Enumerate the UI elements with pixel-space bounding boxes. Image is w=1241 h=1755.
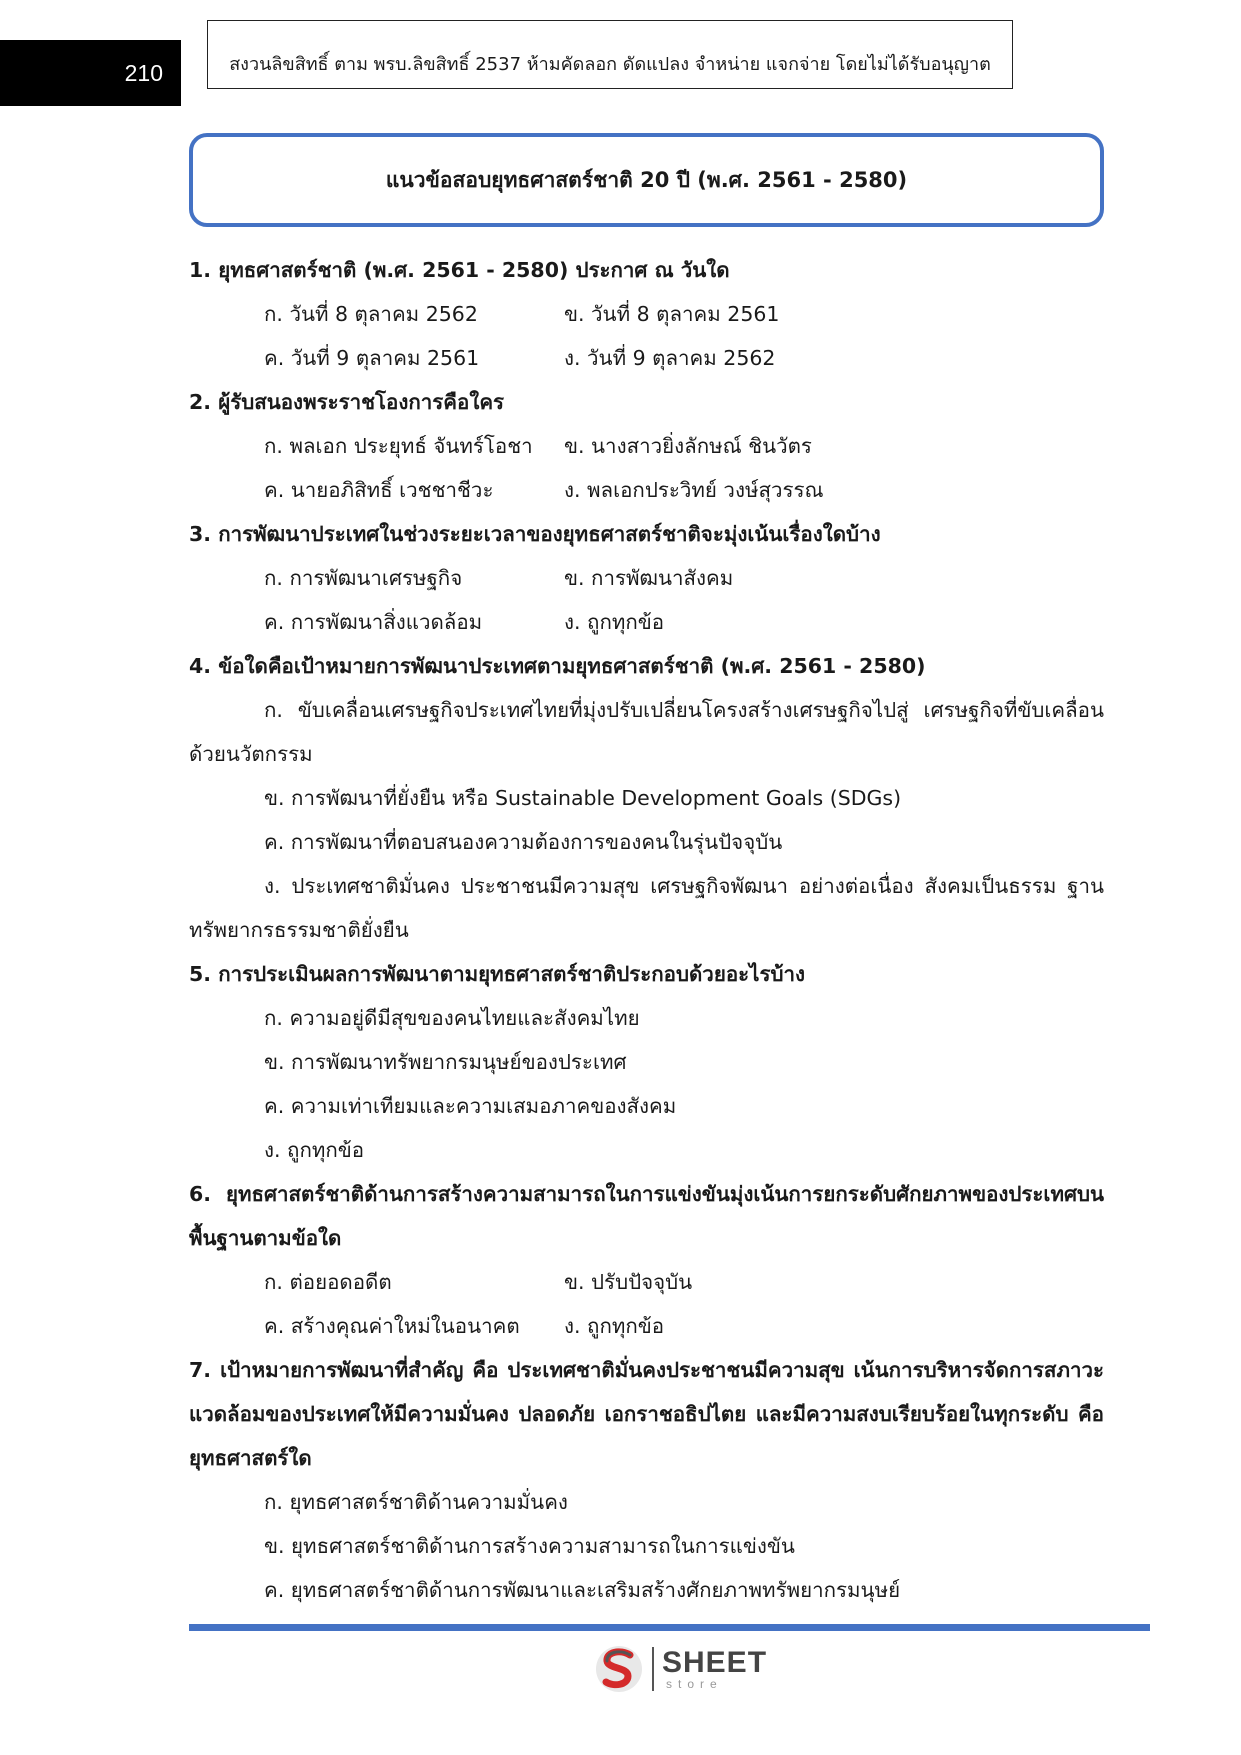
option-6b: ข. ปรับปัจจุบัน: [564, 1270, 693, 1294]
option-5d: ง. ถูกทุกข้อ: [264, 1138, 365, 1162]
question-7: 7. เป้าหมายการพัฒนาที่สำคัญ คือ ประเทศชาติมั่นคงประชาชนมีความสุข เน้นการบริหารจัดการสภาวะแวดล้อมของประเทศให้มีความมั่นคง ปลอดภัย เอกราชอธิปไตย และมีความสงบเรียบร้อยในทุกระดับ คือยุทธศาสตร์ใด: [189, 1358, 1104, 1470]
option-2c: ค. นายอภิสิทธิ์ เวชชาชีวะ: [264, 478, 494, 502]
question-3: 3. การพัฒนาประเทศในช่วงระยะเวลาของยุทธศาสตร์ชาติจะมุ่งเน้นเรื่องใดบ้าง: [189, 522, 881, 546]
option-7b: ข. ยุทธศาสตร์ชาติด้านการสร้างความสามารถในการแข่งขัน: [264, 1534, 795, 1558]
question-1: 1. ยุทธศาสตร์ชาติ (พ.ศ. 2561 - 2580) ประกาศ ณ วันใด: [189, 258, 730, 282]
sheet-store-logo: [594, 1641, 767, 1697]
question-list: [189, 248, 1104, 1612]
option-6c: ค. สร้างคุณค่าใหม่ในอนาคต: [264, 1314, 520, 1338]
options-row: [189, 424, 1104, 468]
option-4b: ข. การพัฒนาที่ยั่งยืน หรือ Sustainable Development Goals (SDGs): [264, 786, 902, 810]
option-3b: ข. การพัฒนาสังคม: [564, 566, 734, 590]
option-3d: ง. ถูกทุกข้อ: [564, 610, 665, 634]
option-3a: ก. การพัฒนาเศรษฐกิจ: [264, 566, 463, 590]
question-2: 2. ผู้รับสนองพระราชโองการคือใคร: [189, 390, 505, 414]
option-2a: ก. พลเอก ประยุทธ์ จันทร์โอชา: [264, 434, 533, 458]
page-number: 210: [0, 40, 181, 106]
options-row: [189, 336, 1104, 380]
options-row: [189, 468, 1104, 512]
option-1a: ก. วันที่ 8 ตุลาคม 2562: [264, 302, 478, 326]
page-title-box: [189, 133, 1104, 227]
option-7a: ก. ยุทธศาสตร์ชาติด้านความมั่นคง: [264, 1490, 568, 1514]
option-7c: ค. ยุทธศาสตร์ชาติด้านการพัฒนาและเสริมสร้างศักยภาพทรัพยากรมนุษย์: [264, 1578, 901, 1602]
options-row: [189, 1260, 1104, 1304]
logo-sub-text: store: [666, 1677, 723, 1691]
option-3c: ค. การพัฒนาสิ่งแวดล้อม: [264, 610, 483, 634]
option-1c: ค. วันที่ 9 ตุลาคม 2561: [264, 346, 480, 370]
option-5b: ข. การพัฒนาทรัพยากรมนุษย์ของประเทศ: [264, 1050, 627, 1074]
option-4a: ก. ขับเคลื่อนเศรษฐกิจประเทศไทยที่มุ่งปรับเปลี่ยนโครงสร้างเศรษฐกิจไปสู่ เศรษฐกิจที่ขับเคลื่อนด้วยนวัตกรรม: [189, 698, 1104, 766]
options-row: [189, 556, 1104, 600]
option-4d: ง. ประเทศชาติมั่นคง ประชาชนมีความสุข เศรษฐกิจพัฒนา อย่างต่อเนื่อง สังคมเป็นธรรม ฐานทรัพยากรธรรมชาติยั่งยืน: [189, 874, 1104, 942]
page-title: แนวข้อสอบยุทธศาสตร์ชาติ 20 ปี (พ.ศ. 2561 - 2580): [385, 167, 908, 192]
option-2d: ง. พลเอกประวิทย์ วงษ์สุวรรณ: [564, 478, 824, 502]
question-6: 6. ยุทธศาสตร์ชาติด้านการสร้างความสามารถในการแข่งขันมุ่งเน้นการยกระดับศักยภาพของประเทศบนพื้นฐานตามข้อใด: [189, 1182, 1104, 1250]
sheet-logo-icon: [594, 1643, 644, 1695]
footer-bar: [189, 1624, 1150, 1631]
options-row: [189, 1304, 1104, 1348]
option-5a: ก. ความอยู่ดีมีสุขของคนไทยและสังคมไทย: [264, 1006, 640, 1030]
option-6a: ก. ต่อยอดอดีต: [264, 1270, 392, 1294]
copyright-notice: สงวนลิขสิทธิ์ ตาม พรบ.ลิขสิทธิ์ 2537 ห้ามคัดลอก ดัดแปลง จำหน่าย แจกจ่าย โดยไม่ได้รับอนุญาต: [207, 20, 1013, 89]
option-5c: ค. ความเท่าเทียมและความเสมอภาคของสังคม: [264, 1094, 677, 1118]
option-1b: ข. วันที่ 8 ตุลาคม 2561: [564, 302, 780, 326]
option-6d: ง. ถูกทุกข้อ: [564, 1314, 665, 1338]
option-4c: ค. การพัฒนาที่ตอบสนองความต้องการของคนในรุ่นปัจจุบัน: [264, 830, 783, 854]
logo-main-text: SHEET: [662, 1646, 768, 1679]
option-2b: ข. นางสาวยิ่งลักษณ์ ชินวัตร: [564, 434, 812, 458]
options-row: [189, 292, 1104, 336]
logo-text: [662, 1648, 767, 1690]
question-4: 4. ข้อใดคือเป้าหมายการพัฒนาประเทศตามยุทธศาสตร์ชาติ (พ.ศ. 2561 - 2580): [189, 654, 926, 678]
question-5: 5. การประเมินผลการพัฒนาตามยุทธศาสตร์ชาติประกอบด้วยอะไรบ้าง: [189, 962, 806, 986]
logo-divider: [652, 1647, 654, 1691]
option-1d: ง. วันที่ 9 ตุลาคม 2562: [564, 346, 776, 370]
options-row: [189, 600, 1104, 644]
